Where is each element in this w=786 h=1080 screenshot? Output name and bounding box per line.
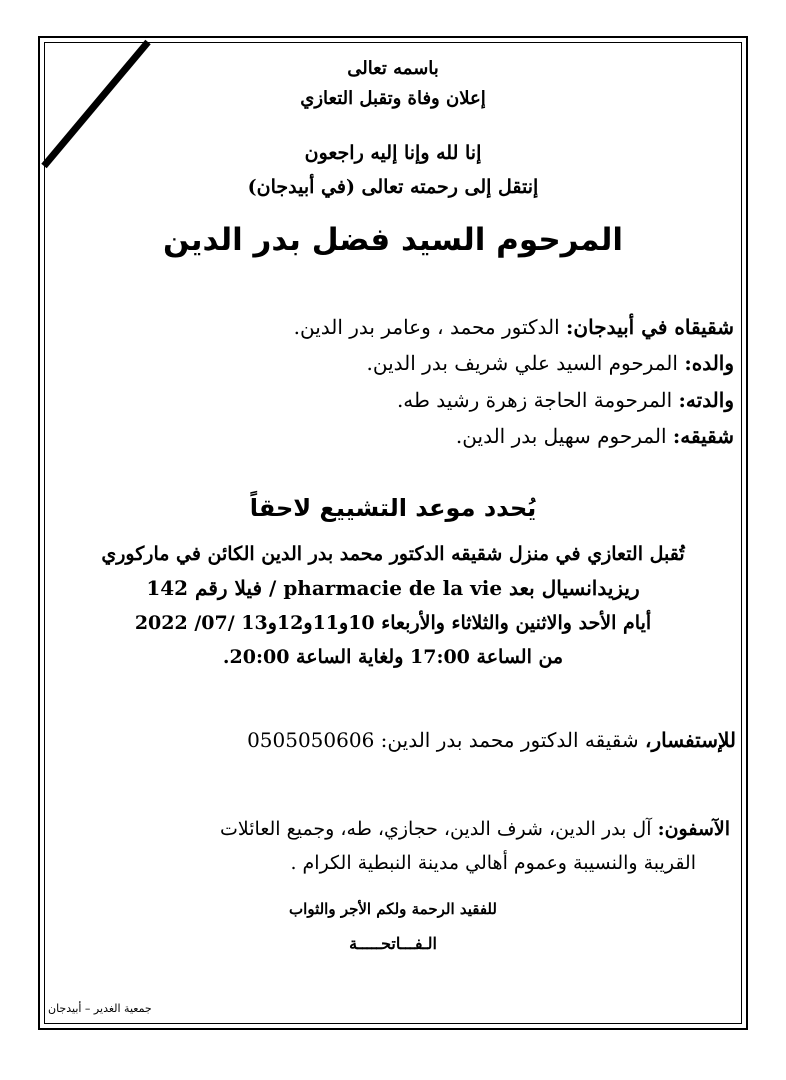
family-brothers-value: الدكتور محمد ، وعامر بدر الدين. [293, 315, 567, 339]
mourners-value: آل بدر الدين، شرف الدين، حجازي، طه، وجميع العائلات [220, 818, 658, 840]
condolences-days: أيام الأحد والاثنين والثلاثاء والأربعاء 10و11و12و13 /07/ 2022 [134, 612, 652, 634]
family-mother-value: المرحومة الحاجة زهرة رشيد طه. [396, 388, 679, 412]
header-passed-away: إنتقل إلى رحمته تعالى (في أبيدجان) [247, 176, 539, 198]
header-announcement: إعلان وفاة وتقبل التعازي [300, 88, 486, 109]
footer-organization: جمعية الغدير – أبيدجان [48, 1002, 152, 1015]
family-brother-label: شقيقه: [672, 424, 734, 448]
header-bismillah: باسمه تعالى [347, 58, 439, 79]
condolences-line-2 [50, 576, 736, 600]
closing-prayer: للفقيد الرحمة ولكم الأجر والثواب [289, 900, 497, 918]
funeral-notice: يُحدد موعد التشييع لاحقاً [249, 494, 537, 522]
family-brothers-label: شقيقاه في أبيدجان: [566, 315, 734, 339]
inquiry-value: شقيقه الدكتور محمد بدر الدين: 0505050606 [247, 728, 645, 752]
family-father-value: المرحوم السيد علي شريف بدر الدين. [366, 351, 685, 375]
family-mother [397, 388, 734, 412]
inquiry [247, 728, 736, 752]
condolences-address: ريزيدانسيال بعد pharmacie de la vie / فيلا رقم 142 [146, 576, 640, 600]
family-father-label: والده: [684, 351, 734, 375]
header-quran-verse: إنا لله وإنا إليه راجعون [304, 142, 482, 164]
mourners-line-2: القريبة والنسيبة وعموم أهالي مدينة النبطية الكرام . [290, 852, 696, 874]
mourners-label: الآسفون: [657, 818, 730, 840]
family-brother-value: المرحوم سهيل بدر الدين. [455, 424, 673, 448]
condolences-line-1: تُقبل التعازي في منزل شقيقه الدكتور محمد بدر الدين الكائن في ماركوري [101, 543, 685, 565]
deceased-name: المرحوم السيد فضل بدر الدين [163, 222, 623, 258]
family-mother-label: والدته: [678, 388, 734, 412]
mourners-line-1 [220, 818, 730, 840]
family-brother [456, 424, 734, 448]
fatiha: الـفـــاتحـــــة [349, 934, 437, 953]
condolences-hours: من الساعة 17:00 ولغاية الساعة 20:00. [222, 646, 564, 668]
inquiry-label: للإستفسار، [645, 728, 736, 752]
family-father [367, 351, 734, 375]
family-brothers [294, 315, 734, 339]
